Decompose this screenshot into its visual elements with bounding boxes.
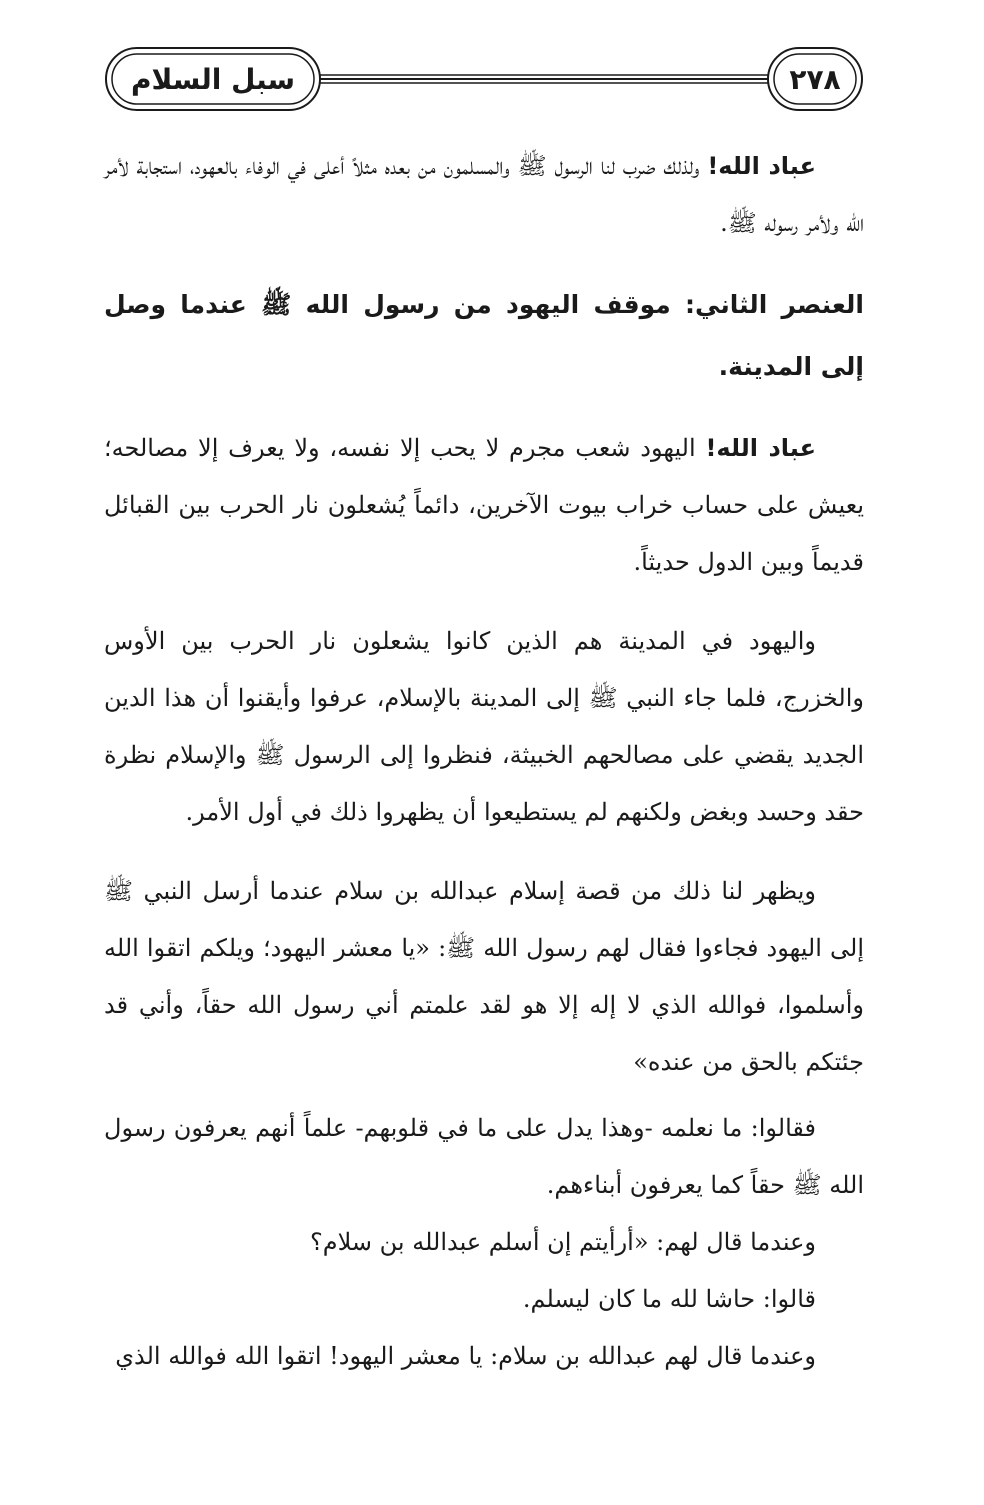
paragraph-2-text: اليهود شعب مجرم لا يحب إلا نفسه، ولا يعرف إلا مصالحه؛ يعيش على حساب خراب بيوت الآخرين، دائماً يُشعلون نار الحرب بين القبائل قديماً وبين الدول حديثاً. [104, 434, 864, 576]
paragraph-3: واليهود في المدينة هم الذين كانوا يشعلون نار الحرب بين الأوس والخزرج، فلما جاء النبي ﷺ إلى المدينة بالإسلام، عرفوا وأيقنوا أن هذا الدين الجديد يقضي على مصالحهم الخبيثة، فنظروا إلى الرسول ﷺ والإسلام نظرة حقد وحسد وبغض ولكنهم لم يستطيعوا أن يظهروا ذلك في أول الأمر. [104, 627, 864, 826]
paragraph-2-lead: عباد الله! [705, 434, 816, 462]
paragraph-6: وعندما قال لهم: «أرأيتم إن أسلم عبدالله بن سلام؟ [309, 1228, 816, 1256]
page-body [104, 138, 864, 1385]
paragraph-8: وعندما قال لهم عبدالله بن سلام: يا معشر اليهود! اتقوا الله فوالله الذي [115, 1342, 816, 1370]
paragraph-1-lead: عباد الله! [707, 152, 816, 180]
paragraph-1-text: ولذلك ضرب لنا الرسول ﷺ والمسلمون من بعده مثلاً أعلى في الوفاء بالعهود، استجابة لأمر الله ولأمر رسوله ﷺ. [104, 152, 864, 237]
running-title: سبل السلام [130, 62, 296, 96]
paragraph-7: قالوا: حاشا لله ما كان ليسلم. [522, 1285, 816, 1313]
page-number: ٢٧٨ [789, 62, 841, 96]
paragraph-1 [104, 138, 864, 252]
page-header [104, 44, 864, 114]
section-heading: العنصر الثاني: موقف اليهود من رسول الله ﷺ عندما وصل إلى المدينة. [104, 290, 864, 381]
paragraph-2 [104, 420, 864, 591]
paragraph-4: ويظهر لنا ذلك من قصة إسلام عبدالله بن سلام عندما أرسل النبي ﷺ إلى اليهود فجاءوا فقال لهم رسول الله ﷺ: «يا معشر اليهود؛ ويلكم اتقوا الله وأسلموا، فوالله الذي لا إله إلا هو لقد علمتم أني رسول الله حقاً، وأني قد جئتكم بالحق من عنده» [104, 877, 864, 1076]
paragraph-5: فقالوا: ما نعلمه -وهذا يدل على ما في قلوبهم- علماً أنهم يعرفون رسول الله ﷺ حقاً كما يعرفون أبناءهم. [104, 1114, 864, 1199]
